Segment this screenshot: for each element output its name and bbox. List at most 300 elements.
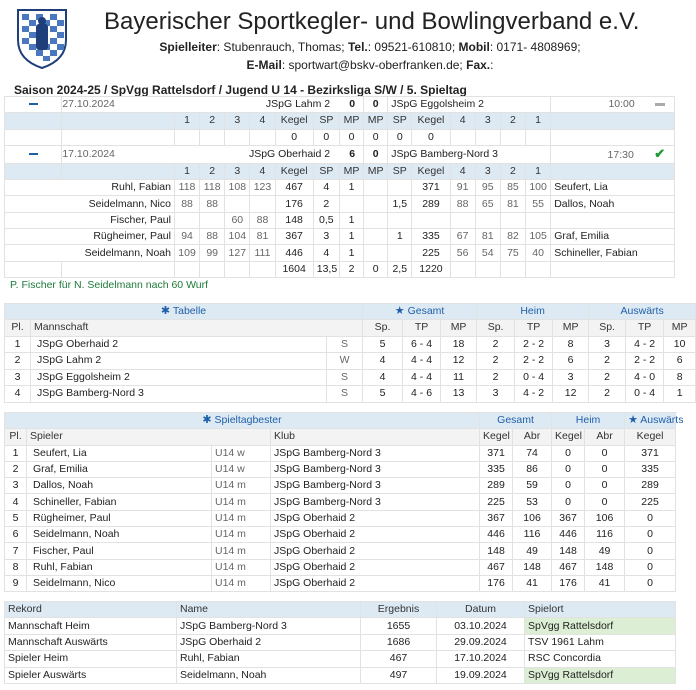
home-mp: 1 [339, 229, 363, 245]
home-lane-2: 99 [200, 245, 225, 261]
away-lane-4 [450, 212, 475, 228]
stat-value: 49 [513, 543, 552, 559]
rank: 1 [5, 336, 31, 353]
match-home-cell [62, 97, 364, 113]
col-name: Name [177, 602, 361, 618]
record-type: Spieler Auswärts [5, 667, 177, 683]
match-time-cell [551, 145, 675, 163]
col-3: 3 [225, 113, 250, 129]
best-row[interactable] [5, 575, 676, 591]
away-mp-total: 0 [364, 261, 388, 277]
standings-auswaerts[interactable]: Auswärts [589, 304, 696, 320]
match-home-cell [62, 145, 364, 163]
stat-value: 2 [589, 369, 626, 386]
col-3: 3 [475, 113, 500, 129]
standings-row[interactable] [5, 386, 696, 403]
home-player-name: Ruhl, Fabian [5, 180, 175, 196]
col-kegel: Kegel [625, 429, 676, 445]
team-name: JSpG Bamberg-Nord 3 [31, 386, 327, 403]
stat-value: 0 [552, 461, 585, 477]
col-tp: TP [515, 320, 553, 336]
home-mp-total: 2 [339, 261, 363, 277]
match-date: 27.10.2024 [62, 98, 115, 111]
stat-value: 13 [441, 386, 477, 403]
stat-value: 0 - 4 [515, 369, 553, 386]
tel-value: : 09521-610810; [367, 40, 456, 54]
email-label: E-Mail [246, 58, 282, 72]
stat-value: 3 [589, 336, 626, 353]
best-row[interactable] [5, 543, 676, 559]
home-lane-3: 127 [225, 245, 250, 261]
col-ergebnis: Ergebnis [361, 602, 437, 618]
match-away-mp: 0 [364, 97, 388, 113]
column-header-row [5, 113, 675, 129]
home-kegel: 176 [275, 196, 313, 212]
record-row [5, 618, 676, 634]
player-row [5, 212, 675, 228]
best-row[interactable] [5, 478, 676, 494]
standings-gesamt[interactable] [363, 304, 477, 320]
stat-value: 335 [625, 461, 676, 477]
team-name: JSpG Eggolsheim 2 [31, 369, 327, 386]
away-lane-4: 91 [450, 180, 475, 196]
away-lane-1: 100 [525, 180, 550, 196]
away-lane-1: 55 [525, 196, 550, 212]
stat-value: 176 [552, 575, 585, 591]
rank: 2 [5, 353, 31, 370]
record-name: JSpG Bamberg-Nord 3 [177, 618, 361, 634]
away-sp [388, 212, 412, 228]
mobil-value: : 0171- 4808969; [489, 40, 581, 54]
tel-label: Tel. [347, 40, 368, 54]
stat-value: 335 [480, 461, 513, 477]
col-2: 2 [200, 113, 225, 129]
away-mp [364, 245, 388, 261]
away-lane-3: 81 [475, 229, 500, 245]
col-spielort: Spielort [525, 602, 676, 618]
stat-value: 467 [552, 559, 585, 575]
standings-row[interactable] [5, 336, 696, 353]
stat-value: 106 [513, 510, 552, 526]
match-home-mp: 6 [349, 147, 356, 160]
record-type: Mannschaft Heim [5, 618, 177, 634]
home-sp: 4 [313, 180, 339, 196]
home-lane-1: 109 [174, 245, 199, 261]
stat-value: 0 [585, 478, 625, 494]
stat-value: 86 [513, 461, 552, 477]
record-place: RSC Concordia [525, 651, 676, 667]
col-sp: Sp. [363, 320, 403, 336]
gesamt-label: Gesamt [407, 305, 445, 318]
record-name: Ruhl, Fabian [177, 651, 361, 667]
col-klub: Klub [271, 429, 480, 445]
stat-value: 446 [480, 527, 513, 543]
home-lane-3: 60 [225, 212, 250, 228]
player-club: JSpG Oberhaid 2 [271, 510, 480, 526]
rank: 3 [5, 369, 31, 386]
stat-value: 0 - 4 [626, 386, 664, 403]
best-heim[interactable]: Heim [552, 413, 625, 429]
stat-value: 0 [585, 445, 625, 461]
stat-value: 11 [441, 369, 477, 386]
player-name: Dallos, Noah [27, 478, 212, 494]
col-rekord: Rekord [5, 602, 177, 618]
col-datum: Datum [437, 602, 525, 618]
home-kegel: 467 [275, 180, 313, 196]
stat-value: 0 [625, 527, 676, 543]
collapse-toggle[interactable] [5, 145, 62, 163]
stat-value: 0 [625, 510, 676, 526]
stat-value: 4 [363, 369, 403, 386]
stat-value: 116 [513, 527, 552, 543]
col-sp: SP [388, 163, 412, 179]
col-mp: MP [364, 113, 388, 129]
email-value[interactable]: : sportwart@bskv-oberfranken.de; [281, 58, 463, 72]
col-3: 3 [225, 163, 250, 179]
col-mp: MP [441, 320, 477, 336]
col-pl: Pl. [5, 429, 27, 445]
federation-logo [14, 6, 70, 70]
record-type: Spieler Heim [5, 651, 177, 667]
stat-value: 59 [513, 478, 552, 494]
record-place: SpVgg Rattelsdorf [525, 618, 676, 634]
record-place: TSV 1961 Lahm [525, 634, 676, 650]
stat-value: 371 [480, 445, 513, 461]
player-name: Fischer, Paul [27, 543, 212, 559]
stat-value: 289 [625, 478, 676, 494]
away-mp [364, 196, 388, 212]
player-class: U14 m [212, 527, 271, 543]
stat-value: 12 [553, 386, 589, 403]
record-row [5, 634, 676, 650]
rank: 4 [5, 386, 31, 403]
rank: 3 [5, 478, 27, 494]
team-flag: W [327, 353, 363, 370]
stat-value: 116 [585, 527, 625, 543]
home-mp [339, 196, 363, 212]
star-icon: ★ [394, 305, 405, 318]
team-flag: S [327, 336, 363, 353]
stat-value: 3 [553, 369, 589, 386]
away-sp [388, 180, 412, 196]
stat-value: 2 [477, 369, 515, 386]
player-class: U14 m [212, 494, 271, 510]
best-row[interactable] [5, 461, 676, 477]
stat-value: 3 [477, 386, 515, 403]
match-time-cell [551, 97, 675, 113]
away-lane-1 [525, 212, 550, 228]
not-played-icon [655, 103, 665, 106]
match-time: 17:30 [607, 148, 634, 161]
best-auswaerts[interactable] [625, 413, 684, 429]
home-sp-total: 0 [313, 129, 339, 145]
player-class: U14 m [212, 510, 271, 526]
day-best-table [4, 412, 684, 592]
stat-value: 367 [480, 510, 513, 526]
stat-value: 225 [480, 494, 513, 510]
record-result: 497 [361, 667, 437, 683]
stat-value: 2 - 2 [515, 353, 553, 370]
player-name: Seidelmann, Nico [27, 575, 212, 591]
best-row[interactable] [5, 445, 676, 461]
gear-icon: ✱ [160, 305, 171, 318]
player-name: Schineller, Fabian [27, 494, 212, 510]
best-gesamt[interactable]: Gesamt [480, 413, 552, 429]
away-lane-2 [500, 212, 525, 228]
away-player-name: Seufert, Lia [551, 180, 675, 196]
stat-value: 10 [664, 336, 696, 353]
standings-row[interactable] [5, 369, 696, 386]
stat-value: 2 [589, 353, 626, 370]
day-best-title [5, 413, 480, 429]
standings-row[interactable] [5, 353, 696, 370]
day-best-title-label: Spieltagbester [214, 414, 282, 427]
player-club: JSpG Oberhaid 2 [271, 543, 480, 559]
home-lane-2: 88 [200, 196, 225, 212]
player-name: Ruhl, Fabian [27, 559, 212, 575]
col-kegel: Kegel [412, 113, 450, 129]
stat-value: 5 [363, 386, 403, 403]
minus-icon [29, 103, 38, 105]
auswaerts-label: Auswärts [640, 414, 684, 427]
col-sp: Sp. [589, 320, 626, 336]
stat-value: 4 - 6 [403, 386, 441, 403]
away-sp [388, 245, 412, 261]
col-sp: SP [313, 113, 339, 129]
stat-value: 106 [585, 510, 625, 526]
totals-row [5, 261, 675, 277]
away-mp-total: 0 [364, 129, 388, 145]
substitution-note: P. Fischer für N. Seidelmann nach 60 Wurf [10, 279, 209, 291]
col-kegel: Kegel [480, 429, 513, 445]
col-mp: MP [339, 113, 363, 129]
contact-line-1 [80, 40, 660, 54]
best-row[interactable] [5, 559, 676, 575]
player-row [5, 196, 675, 212]
rank: 1 [5, 445, 27, 461]
stat-value: 148 [513, 559, 552, 575]
rank: 9 [5, 575, 27, 591]
leader-name: : Stubenrauch, Thomas; [216, 40, 345, 54]
standings-table [4, 303, 696, 403]
away-mp [364, 212, 388, 228]
away-kegel: 289 [412, 196, 450, 212]
col-2: 2 [200, 163, 225, 179]
away-lane-3: 54 [475, 245, 500, 261]
player-name: Rügheimer, Paul [27, 510, 212, 526]
home-lane-4: 123 [250, 180, 275, 196]
rank: 4 [5, 494, 27, 510]
player-class: U14 w [212, 445, 271, 461]
col-kegel: Kegel [275, 163, 313, 179]
col-kegel: Kegel [412, 163, 450, 179]
record-result: 1655 [361, 618, 437, 634]
player-class: U14 m [212, 575, 271, 591]
match-date: 17.10.2024 [62, 147, 115, 160]
away-mp [364, 180, 388, 196]
match-header-row[interactable] [5, 145, 675, 163]
stat-value: 0 [625, 575, 676, 591]
home-player-name: Seidelmann, Nico [5, 196, 175, 212]
mobil-label: Mobil [458, 40, 490, 54]
match-home-mp: 0 [349, 98, 356, 111]
record-name: Seidelmann, Noah [177, 667, 361, 683]
stat-value: 4 - 4 [403, 369, 441, 386]
home-lane-1 [174, 212, 199, 228]
rank: 5 [5, 510, 27, 526]
col-1: 1 [525, 163, 550, 179]
col-abr: Abr [585, 429, 625, 445]
standings-heim[interactable]: Heim [477, 304, 589, 320]
record-date: 17.10.2024 [437, 651, 525, 667]
home-sp: 3 [313, 229, 339, 245]
col-4: 4 [450, 163, 475, 179]
col-mp: MP [364, 163, 388, 179]
stat-value: 0 [625, 559, 676, 575]
away-player-name: Dallos, Noah [551, 196, 675, 212]
away-sp: 1,5 [388, 196, 412, 212]
away-lane-2: 82 [500, 229, 525, 245]
col-mp: MP [339, 163, 363, 179]
record-result: 1686 [361, 634, 437, 650]
stat-value: 2 [477, 353, 515, 370]
away-lane-2: 85 [500, 180, 525, 196]
stat-value: 5 [363, 336, 403, 353]
player-club: JSpG Bamberg-Nord 3 [271, 461, 480, 477]
player-name: Seufert, Lia [27, 445, 212, 461]
stat-value: 6 - 4 [403, 336, 441, 353]
match-time: 10:00 [608, 98, 635, 111]
home-kegel: 446 [275, 245, 313, 261]
col-4: 4 [250, 163, 275, 179]
home-player-name: Seidelmann, Noah [5, 245, 175, 261]
team-name: JSpG Lahm 2 [31, 353, 327, 370]
col-kegel: Kegel [275, 113, 313, 129]
standings-title-label: Tabelle [172, 305, 207, 318]
home-mp: 1 [339, 245, 363, 261]
fax-value: : [490, 58, 494, 72]
match-header-row[interactable] [5, 97, 675, 113]
col-1: 1 [525, 113, 550, 129]
away-mp [364, 229, 388, 245]
home-lane-1: 88 [174, 196, 199, 212]
best-row[interactable] [5, 494, 676, 510]
stat-value: 12 [441, 353, 477, 370]
best-row[interactable] [5, 527, 676, 543]
stat-value: 6 [664, 353, 696, 370]
season-heading: Saison 2024-25 / SpVgg Rattelsdorf / Jugend U 14 - Bezirksliga S/W / 5. Spieltag [14, 83, 467, 97]
match-away-team: JSpG Bamberg-Nord 3 [388, 145, 551, 163]
stat-value: 0 [625, 543, 676, 559]
player-row [5, 229, 675, 245]
stat-value: 371 [625, 445, 676, 461]
stat-value: 367 [552, 510, 585, 526]
record-result: 467 [361, 651, 437, 667]
away-kegel: 371 [412, 180, 450, 196]
home-mp-total: 0 [339, 129, 363, 145]
home-lane-1: 118 [174, 180, 199, 196]
stat-value: 8 [553, 336, 589, 353]
stat-value: 2 - 2 [626, 353, 664, 370]
rank: 2 [5, 461, 27, 477]
stat-value: 2 [477, 336, 515, 353]
record-type: Mannschaft Auswärts [5, 634, 177, 650]
player-club: JSpG Bamberg-Nord 3 [271, 445, 480, 461]
home-kegel: 367 [275, 229, 313, 245]
page-title: Bayerischer Sportkegler- und Bowlingverband e.V. [104, 8, 640, 35]
col-3: 3 [475, 163, 500, 179]
away-player-name [551, 212, 675, 228]
rank: 8 [5, 559, 27, 575]
stat-value: 148 [480, 543, 513, 559]
col-4: 4 [450, 113, 475, 129]
away-kegel: 225 [412, 245, 450, 261]
stat-value: 0 [552, 494, 585, 510]
away-lane-3 [475, 212, 500, 228]
away-sp: 1 [388, 229, 412, 245]
home-lane-4 [250, 196, 275, 212]
away-kegel: 335 [412, 229, 450, 245]
stat-value: 2 [589, 386, 626, 403]
home-sp: 4 [313, 245, 339, 261]
records-table [4, 601, 676, 684]
stat-value: 0 [585, 461, 625, 477]
away-lane-1: 105 [525, 229, 550, 245]
stat-value: 0 [552, 445, 585, 461]
col-sp: Sp. [477, 320, 515, 336]
home-lane-1: 94 [174, 229, 199, 245]
col-4: 4 [250, 113, 275, 129]
player-class: U14 m [212, 478, 271, 494]
stat-value: 0 [585, 494, 625, 510]
col-spieler: Spieler [27, 429, 271, 445]
home-player-name: Rügheimer, Paul [5, 229, 175, 245]
stat-value: 74 [513, 445, 552, 461]
col-mp: MP [664, 320, 696, 336]
stat-value: 0 [552, 478, 585, 494]
stat-value: 225 [625, 494, 676, 510]
home-lane-4: 81 [250, 229, 275, 245]
player-row [5, 180, 675, 196]
stat-value: 6 [553, 353, 589, 370]
match-away-team: JSpG Eggolsheim 2 [388, 97, 551, 113]
home-sp-total: 13,5 [313, 261, 339, 277]
col-kegel: Kegel [552, 429, 585, 445]
stat-value: 41 [513, 575, 552, 591]
away-kegel-total: 1220 [412, 261, 450, 277]
away-lane-2: 75 [500, 245, 525, 261]
best-row[interactable] [5, 510, 676, 526]
collapse-toggle[interactable] [5, 97, 62, 113]
home-player-name: Fischer, Paul [5, 212, 175, 228]
contact-line-2 [80, 58, 660, 72]
stat-value: 467 [480, 559, 513, 575]
col-mp: MP [553, 320, 589, 336]
col-1: 1 [174, 163, 199, 179]
team-name: JSpG Oberhaid 2 [31, 336, 327, 353]
stat-value: 446 [552, 527, 585, 543]
record-date: 19.09.2024 [437, 667, 525, 683]
stat-value: 4 - 0 [626, 369, 664, 386]
record-date: 03.10.2024 [437, 618, 525, 634]
star-icon: ★ [628, 414, 638, 427]
stat-value: 1 [664, 386, 696, 403]
stat-value: 2 - 2 [515, 336, 553, 353]
col-mannschaft: Mannschaft [31, 320, 363, 336]
home-lane-3: 104 [225, 229, 250, 245]
rank: 6 [5, 527, 27, 543]
stat-value: 176 [480, 575, 513, 591]
